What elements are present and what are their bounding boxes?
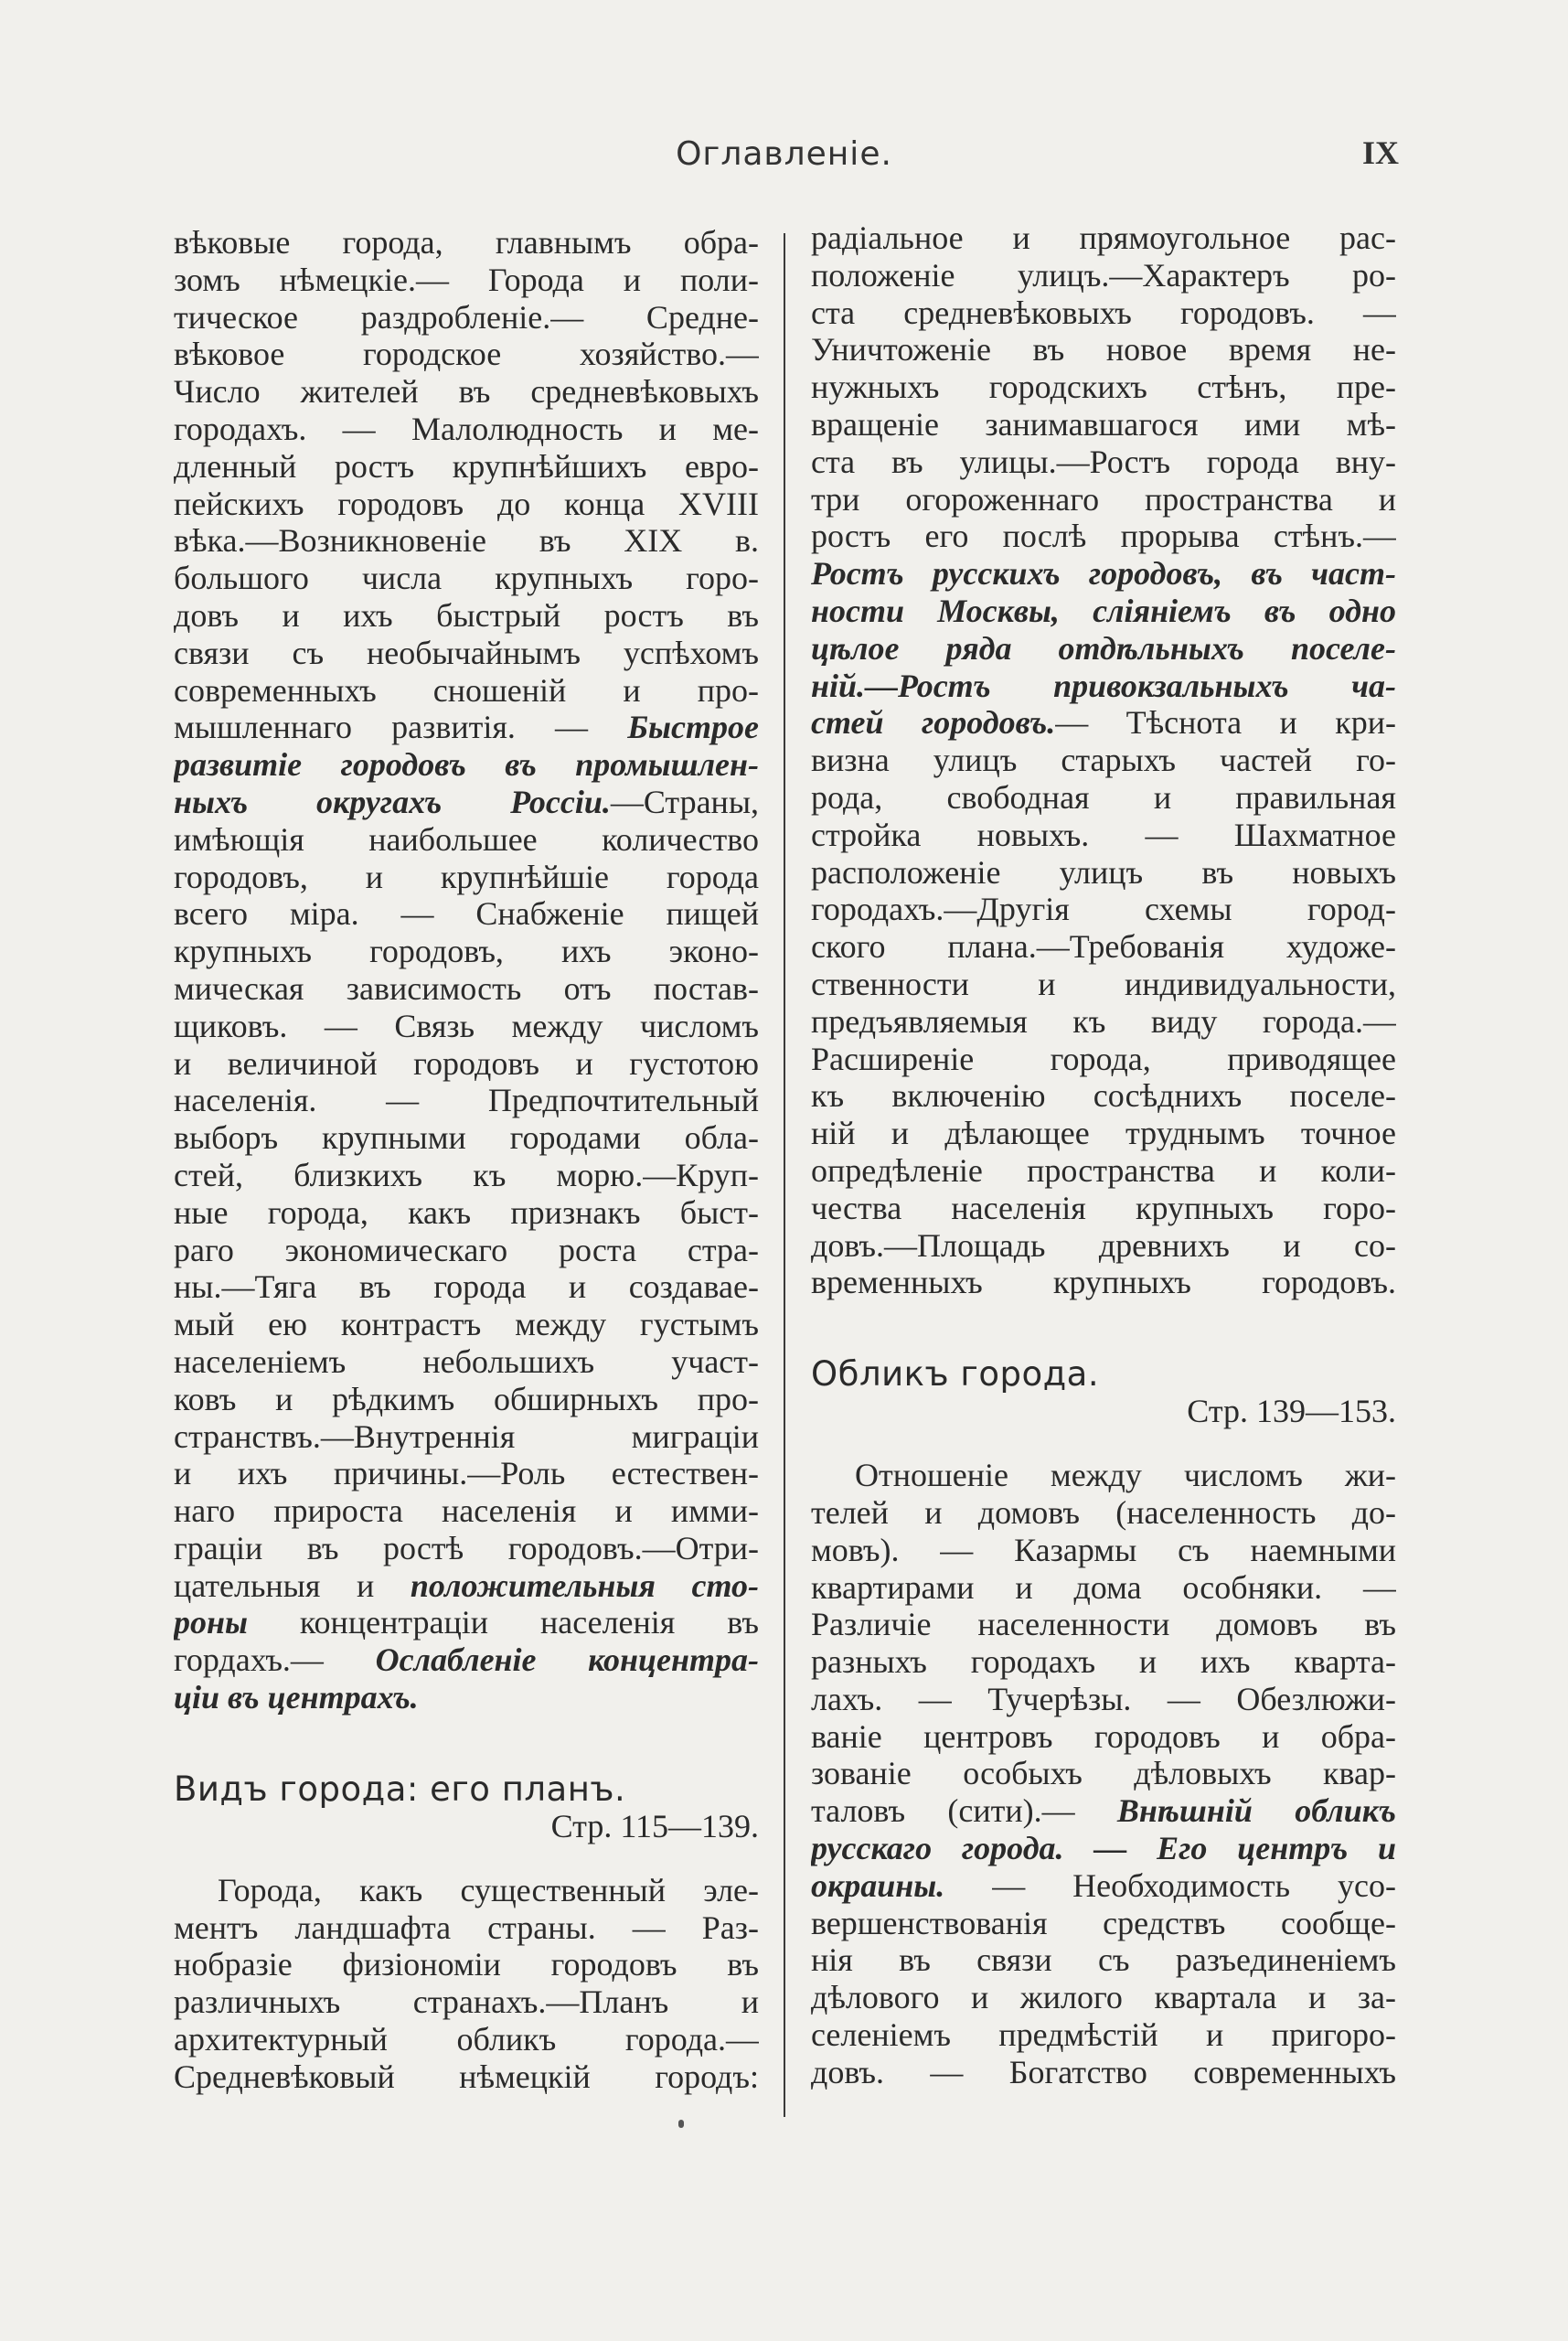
text-line: ній.—Ростъ привокзальныхъ ча- (811, 667, 1396, 704)
text-line: ментъ ландшафта страны. — Раз- (174, 1908, 759, 1946)
text-line: цѣлое ряда отдѣльныхъ поселе- (811, 629, 1396, 667)
text-line: ста въ улицы.—Ростъ города вну- (811, 443, 1396, 480)
text-line: населенія. — Предпочтительный (174, 1082, 759, 1119)
text-line: стей городовъ.— Тѣснота и кри- (811, 704, 1396, 742)
section-heading: Видъ города: его планъ. (174, 1769, 626, 1809)
text-line: рода, свободная и правильная (811, 778, 1396, 816)
text-line: имѣющія наибольшее количество (174, 820, 759, 858)
text-line: развитіе городовъ въ промышлен- (174, 746, 759, 784)
left-text-block-3 (174, 1872, 759, 2096)
text-line: вершенствованія средствъ сообще- (811, 1904, 1396, 1941)
left-column (174, 224, 759, 2096)
text-line: ные города, какъ признакъ быст- (174, 1193, 759, 1231)
text-line: ростъ его послѣ прорыва стѣнъ.— (811, 518, 1396, 555)
text-line: стройка новыхъ. — Шахматное (811, 816, 1396, 853)
text-line: связи съ необычайнымъ успѣхомъ (174, 634, 759, 671)
text-line: мовъ). — Казармы съ наемными (811, 1531, 1396, 1568)
text-line: чества населенія крупныхъ горо- (811, 1189, 1396, 1226)
text-line: пейскихъ городовъ до конца XVIII (174, 485, 759, 522)
text-line: временныхъ крупныхъ городовъ. (811, 1264, 1396, 1301)
text-line: роны концентраціи населенія въ (174, 1604, 759, 1641)
left-text-block-2 (174, 821, 759, 1567)
text-line: городахъ.—Другія схемы город- (811, 891, 1396, 928)
text-line: довъ. — Богатство современныхъ (811, 2053, 1396, 2090)
ink-speck (678, 2120, 684, 2128)
text-line: нія въ связи съ разъединеніемъ (811, 1941, 1396, 1979)
text-line: ныхъ округахъ Россіи.—Страны, (174, 783, 759, 820)
text-line: Различіе населенности домовъ въ (811, 1606, 1396, 1643)
text-line: ственности и индивидуальности, (811, 965, 1396, 1002)
text-line: таловъ (сити).— Внѣшній обликъ (811, 1792, 1396, 1830)
text-line: дленный ростъ крупнѣйшихъ евро- (174, 447, 759, 485)
text-line: квартирами и дома особняки. — (811, 1568, 1396, 1606)
text-line: тическое раздробленіе.— Средне- (174, 298, 759, 336)
text-line: радіальное и прямоугольное рас- (811, 219, 1396, 256)
text-line: мышленнаго развитія. — Быстрое (174, 709, 759, 746)
text-line: и ихъ причины.—Роль естествен- (174, 1455, 759, 1492)
text-line: вѣка.—Возникновеніе въ XIX в. (174, 522, 759, 560)
text-line: наго прироста населенія и имми- (174, 1492, 759, 1530)
text-line: раго экономическаго роста стра- (174, 1231, 759, 1268)
text-line: различныхъ странахъ.—Планъ и (174, 1983, 759, 2021)
text-line: вѣковое городское хозяйство.— (174, 336, 759, 373)
right-text-block-3 (811, 1457, 1396, 1792)
left-text-block-1 (174, 224, 759, 709)
text-line: современныхъ сношеній и про- (174, 671, 759, 709)
text-line: гордахъ.— Ослабленіе концентра- (174, 1641, 759, 1679)
page-number: IX (1362, 134, 1400, 171)
text-line: дѣлового и жилого квартала и за- (811, 1979, 1396, 2016)
section-heading: Обликъ города. (811, 1354, 1100, 1395)
text-line: всего міра. — Снабженіе пищей (174, 895, 759, 933)
text-line: три огороженнаго пространства и (811, 480, 1396, 518)
text-line: мый ею контрастъ между густымъ (174, 1306, 759, 1343)
text-line: лахъ. — Тучерѣзы. — Обезлюжи- (811, 1680, 1396, 1717)
text-line: ского плана.—Требованія художе- (811, 928, 1396, 966)
text-line: ста средневѣковыхъ городовъ. — (811, 294, 1396, 331)
text-line: ваніе центровъ городовъ и обра- (811, 1717, 1396, 1755)
text-line: зомъ нѣмецкіе.— Города и поли- (174, 261, 759, 298)
right-text-block-4 (811, 1905, 1396, 2091)
right-text-block-2 (811, 742, 1396, 1301)
text-line: предъявляемыя къ виду города.— (811, 1002, 1396, 1040)
text-line: ности Москвы, сліяніемъ въ одно (811, 592, 1396, 629)
text-line: окраины. — Необходимость усо- (811, 1866, 1396, 1904)
text-line: большого числа крупныхъ горо- (174, 560, 759, 597)
text-line: визна улицъ старыхъ частей го- (811, 742, 1396, 779)
text-line: населеніемъ небольшихъ участ- (174, 1342, 759, 1380)
section-page-range: Стр. 115—139. (550, 1807, 759, 1844)
running-header-title: Оглавленіе. (676, 135, 892, 173)
text-line: къ включенію сосѣднихъ поселе- (811, 1077, 1396, 1115)
text-line: городовъ, и крупнѣйшіе города (174, 858, 759, 895)
column-divider (784, 233, 785, 2117)
text-line: нобразіе физіономіи городовъ въ (174, 1946, 759, 1983)
text-line: расположеніе улицъ въ новыхъ (811, 853, 1396, 891)
section-page-range: Стр. 139—153. (1187, 1393, 1396, 1430)
text-line: телей и домовъ (населенность до- (811, 1493, 1396, 1531)
text-line: ковъ и рѣдкимъ обширныхъ про- (174, 1380, 759, 1417)
text-line: положеніе улицъ.—Характеръ ро- (811, 256, 1396, 294)
text-line: мическая зависимость отъ постав- (174, 969, 759, 1007)
text-line: нужныхъ городскихъ стѣнъ, пре- (811, 369, 1396, 406)
text-line: Города, какъ существенный эле- (218, 1871, 759, 1908)
right-column (811, 219, 1396, 2091)
text-line: русскаго города. — Его центръ и (811, 1830, 1396, 1867)
text-line: и величиной городовъ и густотою (174, 1044, 759, 1082)
text-line: Отношеніе между числомъ жи- (855, 1457, 1396, 1494)
text-line: опредѣленіе пространства и коли- (811, 1151, 1396, 1189)
text-line: щиковъ. — Связь между числомъ (174, 1007, 759, 1044)
text-line: разныхъ городахъ и ихъ кварта- (811, 1643, 1396, 1681)
text-line: граціи въ ростѣ городовъ.—Отри- (174, 1529, 759, 1566)
text-line: Средневѣковый нѣмецкій городъ: (174, 2058, 759, 2095)
text-line: Число жителей въ средневѣковыхъ (174, 373, 759, 411)
text-line: ны.—Тяга въ города и создавае- (174, 1268, 759, 1306)
text-line: ній и дѣлающее труднымъ точное (811, 1115, 1396, 1152)
text-line: архитектурный обликъ города.— (174, 2021, 759, 2058)
text-line: крупныхъ городовъ, ихъ эконо- (174, 933, 759, 970)
text-line: зованіе особыхъ дѣловыхъ квар- (811, 1755, 1396, 1792)
text-line: выборъ крупными городами обла- (174, 1119, 759, 1157)
text-line: Уничтоженіе въ новое время не- (811, 331, 1396, 369)
text-line: цательныя и положительныя сто- (174, 1566, 759, 1604)
text-line: стей, близкихъ къ морю.—Круп- (174, 1156, 759, 1193)
text-line: вѣковые города, главнымъ обра- (174, 224, 759, 261)
text-line: довъ.—Площадь древнихъ и со- (811, 1226, 1396, 1264)
text-line: довъ и ихъ быстрый ростъ въ (174, 596, 759, 634)
text-line: странствъ.—Внутреннія миграціи (174, 1417, 759, 1455)
text-line: городахъ. — Малолюдность и ме- (174, 410, 759, 447)
text-line: Расширеніе города, приводящее (811, 1040, 1396, 1077)
right-text-block-1 (811, 219, 1396, 555)
text-line: селеніемъ предмѣстій и пригоро- (811, 2016, 1396, 2054)
text-line: вращеніе занимавшагося ими мѣ- (811, 405, 1396, 443)
text-line: ціи въ центрахъ. (174, 1679, 419, 1716)
text-line: Ростъ русскихъ городовъ, въ част- (811, 555, 1396, 593)
